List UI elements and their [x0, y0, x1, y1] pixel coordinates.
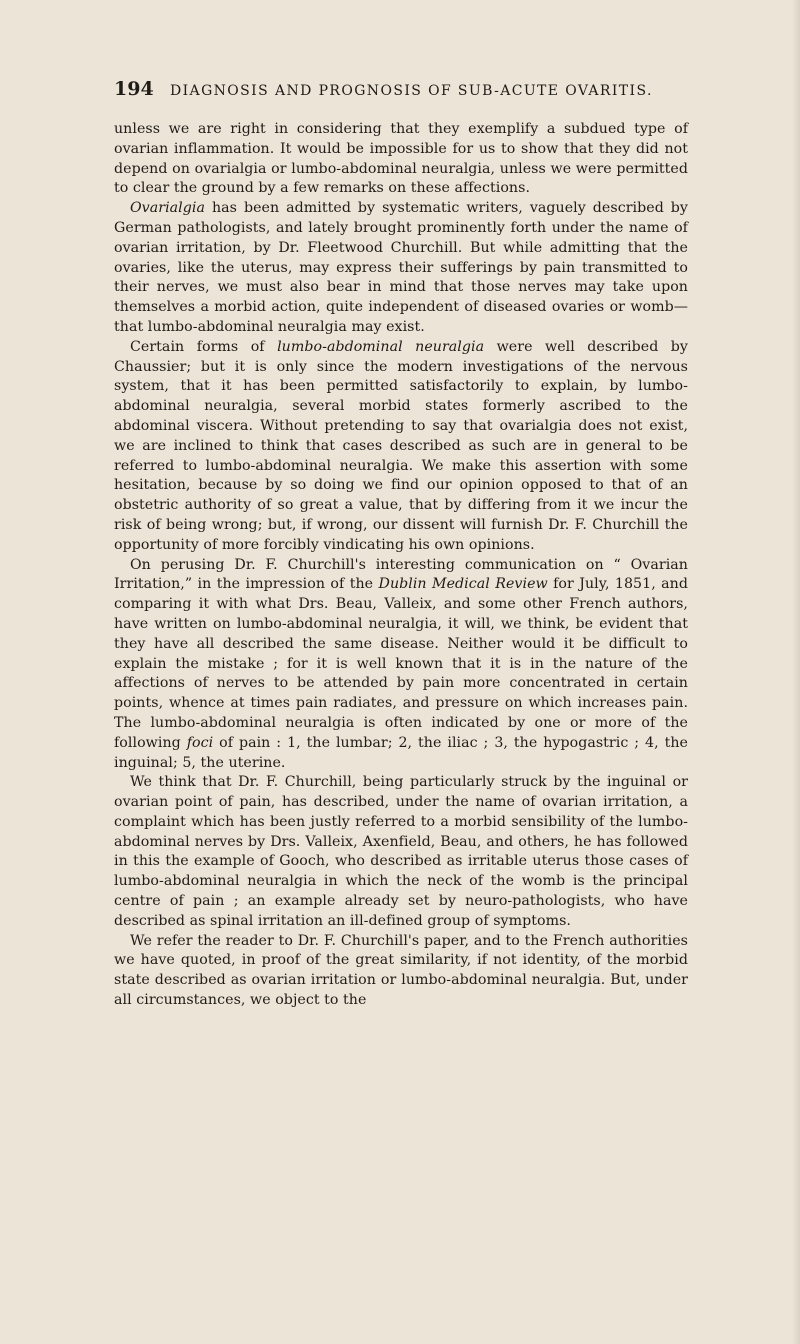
paragraph-3-text-a: Certain forms of — [130, 338, 278, 355]
paragraph-5-text: We think that Dr. F. Churchill, being particularly struck by the inguinal or ovarian point of pain, has described, under the name of ovarian irritation, a complaint which has been justly referred to a morbid sensibility of the lumbo-abdominal nerves by Drs. Valleix, Axenfield, Beau, and others, he has followed in this the example of Gooch, who described as irritable uterus those cases of lumbo-abdominal neuralgia in which the neck of the womb is the principal centre of pain ; an example already set by neuro-pathologists, who have described as spinal irritation an ill-defined group of symptoms. — [114, 774, 688, 929]
paragraph-5 — [114, 773, 688, 931]
paragraph-1 — [114, 120, 688, 199]
paragraph-6-text: We refer the reader to Dr. F. Churchill's paper, and to the French authorities we have quoted, in proof of the great similarity, if not identity, of the morbid state described as ovarian irritation or lumbo-abdominal neuralgia. But, under all circumstances, we object to the — [114, 932, 688, 1009]
paragraph-2-text: has been admitted by systematic writers, vaguely described by German pathologists, and lately brought prominently forth under the name of ovarian irritation, by Dr. Fleetwood Churchill. But while admitting that the ovaries, like the uterus, may express their sufferings by pain transmitted to their nerves, we must also bear in mind that those nerves may take upon themselves a morbid action, quite independent of diseased ovaries or womb—that lumbo-abdominal neuralgia may exist. — [114, 200, 688, 335]
paragraph-4-text-a: On perusing Dr. F. Churchill's interesting communication on “ Ovarian Irritation,” in the impression of the — [114, 556, 688, 593]
paragraph-4 — [114, 556, 688, 774]
term-ovarialgia: Ovarialgia — [130, 200, 205, 217]
paragraph-3-text-b: were well described by Chaussier; but it is only since the modern investigations of the nervous system, that it has been permitted satisfactorily to explain, by lumbo-abdominal neuralgia, several morbid states formerly ascribed to the abdominal viscera. Without pretending to say that ovarialgia does not exist, we are inclined to think that cases described as such are in general to be referred to lumbo-abdominal neuralgia. We make this assertion with some hesitation, because by so doing we find our opinion opposed to that of an obstetric authority of so great a value, that by differing from it we incur the risk of being wrong; but, if wrong, our dissent will furnish Dr. F. Churchill the opportunity of more forcibly vindicating his own opinions. — [114, 338, 688, 553]
paragraph-2 — [114, 199, 688, 338]
page-number: 194 — [114, 78, 154, 100]
paragraph-4-text-c: of pain : 1, the lumbar; 2, the iliac ; 3, the hypogastric ; 4, the inguinal; 5, the uterine. — [114, 734, 688, 771]
journal-title: Dublin Medical Review — [378, 576, 548, 593]
paragraph-3 — [114, 338, 688, 556]
paragraph-1-text: unless we are right in considering that they exemplify a subdued type of ovarian inflammation. It would be impossible for us to show that they did not depend on ovarialgia or lumbo-abdominal neuralgia, unless we were permitted to clear the ground by a few remarks on these affections. — [114, 121, 688, 197]
term-foci: foci — [186, 734, 214, 751]
body-text — [114, 120, 688, 1011]
paragraph-6 — [114, 932, 688, 1011]
running-head: DIAGNOSIS AND PROGNOSIS OF SUB-ACUTE OVARITIS. — [170, 83, 653, 99]
term-lumbo-abdominal-neuralgia: lumbo-abdominal neuralgia — [277, 338, 485, 355]
page-edge-shadow — [792, 0, 800, 1344]
page-header — [114, 78, 688, 106]
paragraph-4-text-b: for July, 1851, and comparing it with what Drs. Beau, Valleix, and some other French authors, have written on lumbo-abdominal neuralgia, it will, we think, be evident that they have all described the same disease. Neither would it be difficult to explain the mistake ; for it is well known that it is in the nature of the affections of nerves to be attended by pain more concentrated in certain points, whence at times pain radiates, and pressure on which increases pain. The lumbo-abdominal neuralgia is often indicated by one or more of the following — [114, 576, 688, 751]
